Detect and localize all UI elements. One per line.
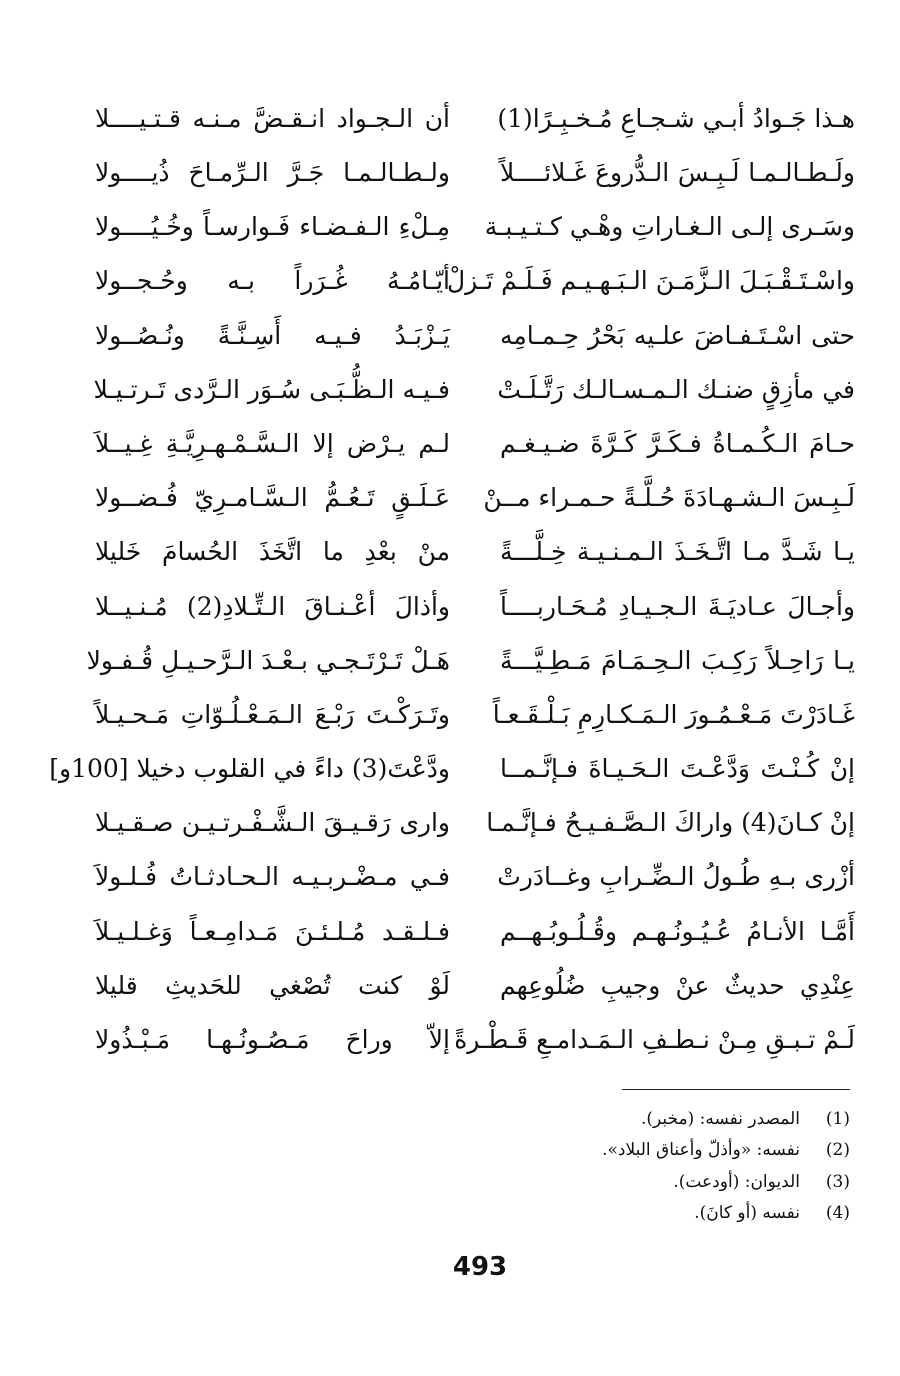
verse-line bbox=[86, 634, 855, 688]
verse-line bbox=[95, 417, 855, 471]
footnote bbox=[500, 1166, 850, 1198]
verse-line bbox=[95, 200, 855, 254]
first-hemistich: ولَـطـالـمـا لَـبِـسَ الـدُّروعَ غَـلائــــلاً bbox=[500, 158, 855, 188]
verse-line bbox=[95, 146, 855, 200]
footnote-text: نفسه: «وأذلّ وأعناق البلاد». bbox=[602, 1140, 800, 1161]
footnote bbox=[500, 1198, 850, 1230]
first-hemistich: إنْ كـانَ(4) واراكَ الـصَّـفـيـحُ فـإنَّـمـا bbox=[486, 808, 855, 838]
footnote-separator bbox=[622, 1089, 850, 1090]
second-hemistich: أيّـامُـهُ غُـرَراً بـه وحُـجــولا bbox=[95, 266, 450, 296]
verse-line bbox=[95, 688, 855, 742]
first-hemistich: يـا رَاحِـلاً رَكِـبَ الـحِـمَـامَ مَـطِـيَّـــةً bbox=[500, 645, 855, 675]
second-hemistich: فـي مـضْـربـيـه الـحـادثـاتُ فُـلـولاَ bbox=[95, 862, 450, 892]
second-hemistich: عَـلَـقٍ تَـعُـمُّ الـسَّـامـرِيّ فُـضــولا bbox=[95, 483, 450, 513]
second-hemistich: أن الـجـواد انـقـضَّ مـنـه قـتـيــــلا bbox=[95, 103, 450, 133]
verse-line bbox=[95, 309, 855, 363]
first-hemistich: عِنْدِي حديثٌ عنْ وجيبِ ضُلُوعِهم bbox=[500, 970, 855, 1000]
second-hemistich: وتَـرَكْـتَ رَبْـعَ الـمَـعْـلُـوّاتِ مَـحـيـلاً bbox=[95, 699, 450, 729]
first-hemistich: في مأزِقٍ ضنـك الـمـسـالـك رَتَّـلَـتْ bbox=[497, 374, 855, 404]
verse-line bbox=[95, 526, 855, 580]
poem-body bbox=[49, 92, 855, 1067]
second-hemistich: ودَّعْتَ(3) داءً في القلوب دخيلا [100و] bbox=[49, 754, 450, 784]
footnotes bbox=[500, 1103, 850, 1229]
second-hemistich: فـلـقـد مُـلـئـنَ مَـدامِـعـاً وَغـلـيـلاَ bbox=[95, 916, 450, 946]
second-hemistich: هَـلْ تَـرْتَـجـي بـعْـدَ الـرَّحـيـلِ قُـفـولا bbox=[86, 645, 450, 675]
footnote-text: الديوان: (أودعت). bbox=[673, 1171, 800, 1192]
first-hemistich: حـامَ الـكُـمـاةُ فـكَـرَّ كَـرَّةَ ضـيـغـم bbox=[500, 428, 855, 458]
verse-line bbox=[95, 92, 855, 146]
footnote-text: المصدر نفسه: (مخبر). bbox=[640, 1108, 800, 1129]
footnote bbox=[500, 1135, 850, 1167]
second-hemistich: منْ بعْدِ ما اتَّخَذَ الحُسامَ خَليلا bbox=[95, 537, 450, 567]
verse-line bbox=[95, 255, 855, 309]
second-hemistich: لـم يـرْض إلا الـسَّـمْـهـرِيَّـةِ غِـيــلاَ bbox=[95, 428, 450, 458]
footnote bbox=[500, 1103, 850, 1135]
first-hemistich: هـذا جَـوادُ أبـي شـجـاعِ مُـخـبِـرًا(1) bbox=[497, 103, 855, 133]
second-hemistich: مِـلْءِ الـفـضـاء فَـوارسـاً وخُـيُــــولا bbox=[95, 212, 450, 242]
verse-line bbox=[95, 1013, 855, 1067]
second-hemistich: فـيـه الـظُّـبَـى سُـوَر الـرَّدى تَـرتـيـلا bbox=[93, 374, 450, 404]
second-hemistich: وأذالَ أعْـنـاقَ الـتِّـلادِ(2) مُـنـيــلا bbox=[95, 591, 450, 621]
first-hemistich: غَـادَرْتَ مَـعْـمُـورَ الـمَـكـارِمِ بَـلْـقَـعـاً bbox=[492, 699, 855, 729]
first-hemistich: لَـبِـسَ الـشـهـادَةَ حُـلَّـةً حـمـراء مــنْ bbox=[483, 483, 855, 513]
first-hemistich: حتى اسْـتَـفـاضَ علـيه بَحْرُ حِـمـامِه bbox=[500, 320, 855, 350]
verse-line bbox=[95, 363, 855, 417]
first-hemistich: وسَـرى إلـى الـغـاراتِ وهْـي كـتـيـبـة bbox=[484, 212, 855, 242]
first-hemistich: أزْرى بـهِ طُـولُ الـضِّـرابِ وغــادَرتْ bbox=[497, 862, 855, 892]
first-hemistich: إنْ كُـنْـتَ وَدَّعْـتَ الـحَـيـاةَ فـإنَّـمــا bbox=[500, 754, 855, 784]
footnote-number: (2) bbox=[825, 1140, 850, 1161]
verse-line bbox=[95, 959, 855, 1013]
verse-line bbox=[49, 742, 855, 796]
first-hemistich: يـا شَـدَّ مـا اتَّـخَـذَ الـمـنـيـة خِـلَّـــةً bbox=[500, 537, 855, 567]
verse-line bbox=[95, 905, 855, 959]
first-hemistich: لَـمْ تـبـقِ مِـنْ نـطـفِ الـمَـدامـعِ قَـطْـرةً bbox=[454, 1025, 855, 1055]
verse-line bbox=[95, 471, 855, 525]
footnote-number: (1) bbox=[825, 1108, 850, 1129]
verse-line bbox=[95, 851, 855, 905]
first-hemistich: أَمَّـا الأنـامُ عُـيُـونُـهـم وقُـلُـوبُـهــم bbox=[500, 916, 855, 946]
first-hemistich: واسْـتَـقْـبَـلَ الـزَّمَـنَ الـبَـهـيـم فَـلَـمْ تَـزلْ bbox=[446, 266, 855, 296]
verse-line bbox=[95, 796, 855, 850]
second-hemistich: لَوْ كنت تُصْغي للحَديثِ قليلا bbox=[95, 970, 450, 1000]
second-hemistich: وارى رَقـيـقَ الـشَّـفْـرتـيـن صـقـيـلا bbox=[95, 808, 450, 838]
footnote-text: نفسه (أو كانَ). bbox=[694, 1203, 800, 1224]
verse-line bbox=[95, 580, 855, 634]
second-hemistich: ولـطـالـمـا جَـرَّ الـرِّمـاحَ ذُيــــولا bbox=[95, 158, 450, 188]
first-hemistich: وأجـالَ عـاديَـةَ الـجـيـادِ مُـحَـاربــــاً bbox=[500, 591, 855, 621]
second-hemistich: يَـزْبَـدُ فـيـه أَسِـنَّـةً ونُـصُــولا bbox=[95, 320, 450, 350]
page-number: 493 bbox=[452, 1252, 508, 1282]
footnote-number: (4) bbox=[825, 1203, 850, 1224]
footnote-number: (3) bbox=[825, 1171, 850, 1192]
second-hemistich: إلاّ وراحَ مَـصُـونُـهـا مَـبْـذُولا bbox=[95, 1025, 450, 1055]
